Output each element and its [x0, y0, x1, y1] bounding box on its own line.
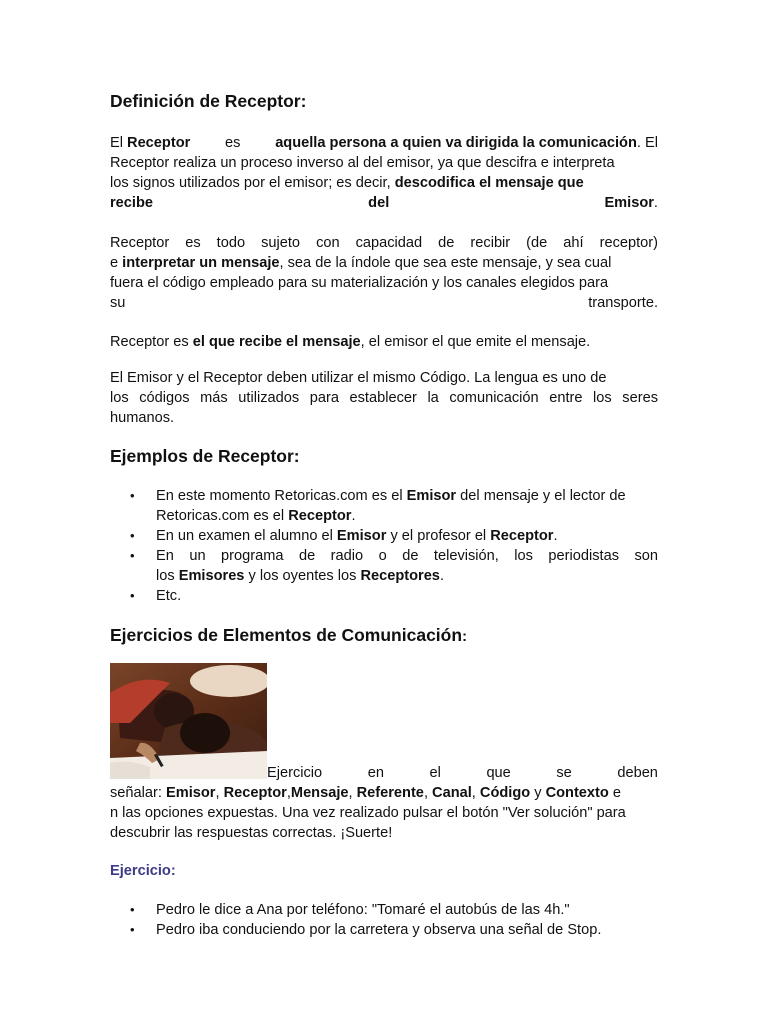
- text: . El: [636, 135, 658, 151]
- text: , sea de la índole que sea este mensaje, y sea cual: [279, 255, 612, 271]
- bold-text: Emisores: [178, 568, 245, 584]
- text: ,: [286, 785, 291, 801]
- exercise-list: [110, 900, 658, 940]
- bold-text: recibe: [110, 195, 153, 211]
- text-line: El Emisor y el Receptor deben utilizar el mismo Código. La lengua es uno de: [110, 370, 607, 386]
- list-item: [110, 920, 658, 940]
- text: Retoricas.com es el: [156, 508, 289, 524]
- text-line: [110, 293, 658, 313]
- bold-text: interpretar un mensaje: [122, 255, 280, 271]
- text: .: [351, 508, 356, 524]
- text: se: [556, 765, 572, 781]
- bold-text: Receptor: [127, 135, 191, 151]
- text: El: [110, 135, 128, 151]
- text-line: [156, 526, 658, 546]
- paragraph-receptor-sujeto: [110, 233, 658, 313]
- text: y: [530, 785, 546, 801]
- bold-text: Receptor: [288, 508, 352, 524]
- bold-text: Código: [479, 785, 531, 801]
- text: En un examen el alumno el: [156, 528, 337, 544]
- text: .: [653, 195, 658, 211]
- bold-text: Canal: [432, 785, 472, 801]
- text-line: • Pedro iba conduciendo por la carretera y observa una señal de Stop.: [156, 922, 602, 938]
- text: los: [156, 568, 179, 584]
- text-line: los códigos más utilizados para establecer la comunicación entre los seres: [110, 390, 658, 406]
- bold-text: Emisor: [604, 195, 654, 211]
- bold-text: el que recibe el mensaje: [192, 334, 361, 350]
- text: su: [110, 295, 126, 311]
- text: .: [553, 528, 558, 544]
- bold-text: Emisor: [165, 785, 216, 801]
- bold-text: descodifica el mensaje que: [394, 175, 584, 191]
- text: e: [608, 785, 621, 801]
- text: los signos utilizados por el emisor; es decir,: [110, 175, 395, 191]
- students-photo: [110, 663, 267, 779]
- heading-colon: :: [462, 629, 467, 645]
- bold-text: Mensaje: [290, 785, 349, 801]
- list-item: [110, 586, 658, 606]
- text: es: [225, 135, 241, 151]
- heading-text: Ejercicios de Elementos de Comunicación: [110, 625, 463, 645]
- examples-list: [110, 486, 658, 606]
- bold-text: del: [368, 195, 390, 211]
- text-line: [110, 332, 658, 352]
- text: que: [486, 765, 511, 781]
- text-line: [156, 506, 658, 526]
- text-line: [110, 173, 658, 193]
- list-item: [110, 486, 658, 526]
- text: En este momento Retoricas.com es el: [156, 488, 407, 504]
- list-item: [110, 526, 658, 546]
- text-line: • Pedro le dice a Ana por teléfono: "Tomaré el autobús de las 4h.": [156, 902, 570, 918]
- text-line: • Etc.: [156, 588, 182, 604]
- text: , el emisor el que emite el mensaje.: [360, 334, 591, 350]
- bold-text: Receptores: [360, 568, 440, 584]
- heading-ejercicios: [110, 625, 467, 646]
- bold-text: Receptor: [223, 785, 287, 801]
- text-line: • En un programa de radio o de televisión, los periodistas son: [156, 548, 658, 564]
- text-line: Receptor realiza un proceso inverso al del emisor, ya que descifra e interpreta: [110, 155, 615, 171]
- heading-definicion: Definición de Receptor:: [110, 91, 307, 111]
- text: ,: [423, 785, 433, 801]
- text-line: [156, 486, 658, 506]
- bold-text: Receptor: [490, 528, 554, 544]
- list-item: [110, 546, 658, 586]
- text: ,: [215, 785, 224, 801]
- list-item: [110, 900, 658, 920]
- text: y el profesor el: [386, 528, 491, 544]
- bold-text: Emisor: [336, 528, 387, 544]
- paragraph-recibe-mensaje: [110, 332, 658, 352]
- text-line: [110, 193, 658, 213]
- paragraph-ejercicio: [110, 763, 658, 843]
- exercise-label: Ejercicio:: [110, 863, 176, 879]
- bold-text: Contexto: [545, 785, 609, 801]
- text: ,: [471, 785, 480, 801]
- text-line: [110, 253, 658, 273]
- text-line: Receptor es todo sujeto con capacidad de recibir (de ahí receptor): [110, 235, 658, 251]
- text-line: fuera el código empleado para su materialización y los canales elegidos para: [110, 275, 609, 291]
- text: .: [439, 568, 444, 584]
- text: en: [367, 765, 384, 781]
- text: ,: [348, 785, 357, 801]
- text: el: [429, 765, 441, 781]
- text-line: humanos.: [110, 410, 175, 426]
- paragraph-codigo: [110, 368, 658, 428]
- text: Ejercicio: [267, 765, 323, 781]
- text-line: [110, 133, 658, 153]
- paragraph-definicion: [110, 133, 658, 213]
- text: e: [110, 255, 123, 271]
- text-line: n las opciones expuestas. Una vez realizado pulsar el botón "Ver solución" para: [110, 805, 626, 821]
- bold-text: Emisor: [406, 488, 457, 504]
- text: transporte.: [588, 295, 658, 311]
- bold-text: Referente: [356, 785, 424, 801]
- students-writing-image: [110, 663, 267, 779]
- text: y los oyentes los: [244, 568, 361, 584]
- text-line: descubrir las respuestas correctas. ¡Suerte!: [110, 825, 393, 841]
- bold-text: aquella persona a quien va dirigida la comunicación: [275, 135, 637, 151]
- text: deben: [617, 765, 658, 781]
- text: Receptor es: [110, 334, 193, 350]
- text: señalar:: [110, 785, 166, 801]
- text-line: [156, 566, 658, 586]
- heading-ejemplos: Ejemplos de Receptor:: [110, 446, 300, 466]
- text-line: [110, 763, 658, 783]
- text-line: [110, 783, 658, 803]
- text: del mensaje y el lector de: [456, 488, 626, 504]
